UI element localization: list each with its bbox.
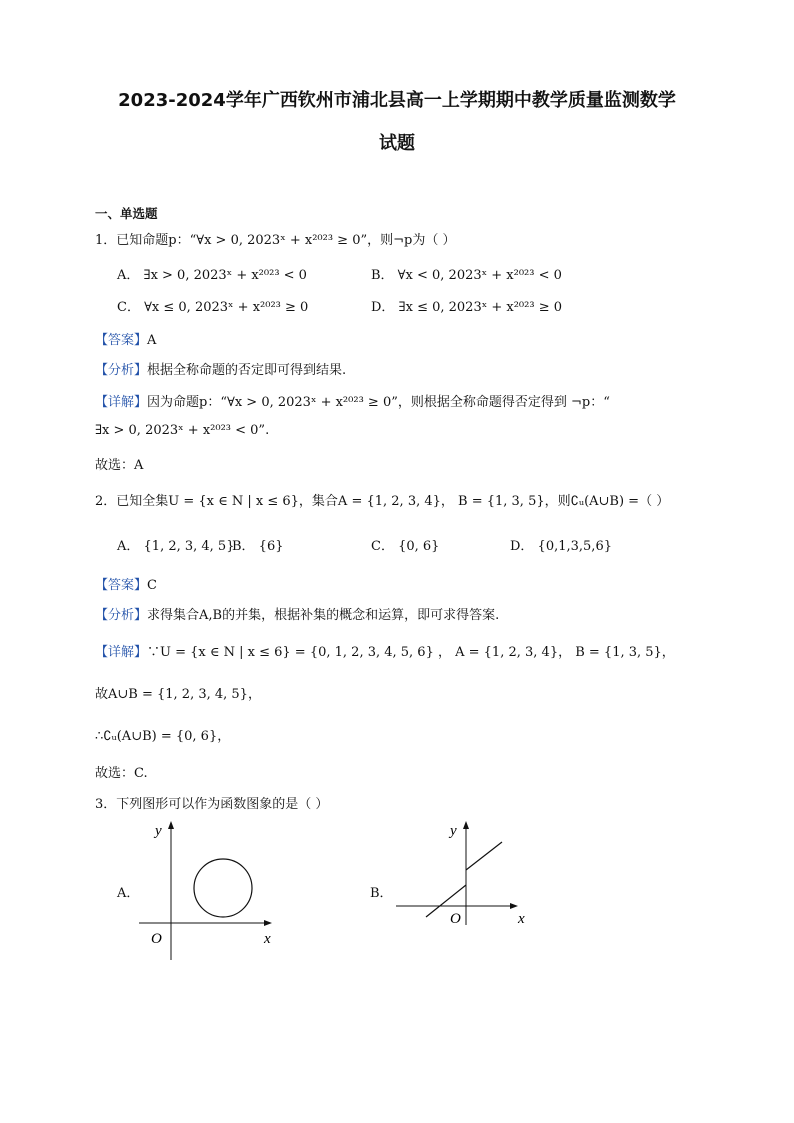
analysis-text: 根据全称命题的否定即可得到结果. [147,363,347,378]
detail-tag: 【详解】 [95,645,148,660]
q1-option-c: C． ∀x ≤ 0, 2023ˣ + x²⁰²³ ≥ 0 [117,300,309,315]
x-axis-label: x [264,931,271,947]
q3-graph-a [135,815,285,965]
q2-option-c: C． {0, 6} [371,539,440,554]
analysis-tag: 【分析】 [95,608,148,623]
y-axis-label: y [155,823,162,839]
q2-detail-complement: ∴∁ᵤ(A∪B) = {0, 6}， [95,729,231,744]
q2-option-d: D． {0,1,3,5,6} [510,539,612,554]
q1-stem: 1．已知命题p：“∀x > 0, 2023ˣ + x²⁰²³ ≥ 0”，则¬p为（ ） [95,233,456,248]
q2-detail [95,641,675,660]
q2-choice: 故选：C. [95,766,148,781]
y-arrow-icon [463,821,469,829]
detail-text: ∵U = {x ∈ N | x ≤ 6} = {0, 1, 2, 3, 4, 5, 6} ， A = {1, 2, 3, 4}， B = {1, 3, 5}， [147,645,675,660]
q3-graph-a-label: A． [117,886,140,901]
q1-detail-cont: ∃x > 0, 2023ˣ + x²⁰²³ < 0”. [95,423,270,438]
answer-tag: 【答案】 [95,333,148,348]
q2-option-a: A． {1, 2, 3, 4, 5} [117,539,235,554]
circle-curve [194,859,252,917]
analysis-tag: 【分析】 [95,363,148,378]
x-arrow-icon [510,903,518,909]
answer-value: A [147,333,157,348]
q1-analysis [95,359,346,378]
document-title-line2: 试题 [379,133,415,154]
y-axis-label: y [450,823,457,839]
detail-tag: 【详解】 [95,395,148,410]
x-arrow-icon [264,920,272,926]
q1-detail [95,391,610,410]
q1-choice: 故选：A [95,458,144,473]
q2-analysis [95,604,499,623]
analysis-text: 求得集合A,B的并集，根据补集的概念和运算，即可求得答案. [147,608,500,623]
y-arrow-icon [168,821,174,829]
q1-option-d: D． ∃x ≤ 0, 2023ˣ + x²⁰²³ ≥ 0 [371,300,562,315]
q1-option-b: B． ∀x < 0, 2023ˣ + x²⁰²³ < 0 [371,268,562,283]
section-heading: 一、单选题 [95,206,158,221]
answer-value: C [147,578,157,593]
origin-label: O [450,911,461,927]
q3-graph-b-label: B． [370,886,393,901]
q3-graph-b [390,815,540,930]
q2-stem: 2．已知全集U = {x ∈ N | x ≤ 6}，集合A = {1, 2, 3, 4}， B = {1, 3, 5}，则∁ᵤ(A∪B) =（ ） [95,494,670,509]
q3-stem: 3．下列图形可以作为函数图象的是（ ） [95,797,329,812]
q2-option-b: B． {6} [232,539,284,554]
q2-detail-union: 故A∪B = {1, 2, 3, 4, 5}， [95,687,261,702]
origin-label: O [151,931,162,947]
upper-segment [466,842,502,870]
q1-answer [95,329,156,348]
document-title-line1: 2023-2024学年广西钦州市浦北县高一上学期期中教学质量监测数学 [118,90,676,111]
q1-option-a: A． ∃x > 0, 2023ˣ + x²⁰²³ < 0 [117,268,307,283]
detail-text: 因为命题p：“∀x > 0, 2023ˣ + x²⁰²³ ≥ 0”，则根据全称命题得否定得到 ¬p：“ [147,395,610,410]
q2-answer [95,574,157,593]
x-axis-label: x [518,911,525,927]
answer-tag: 【答案】 [95,578,148,593]
